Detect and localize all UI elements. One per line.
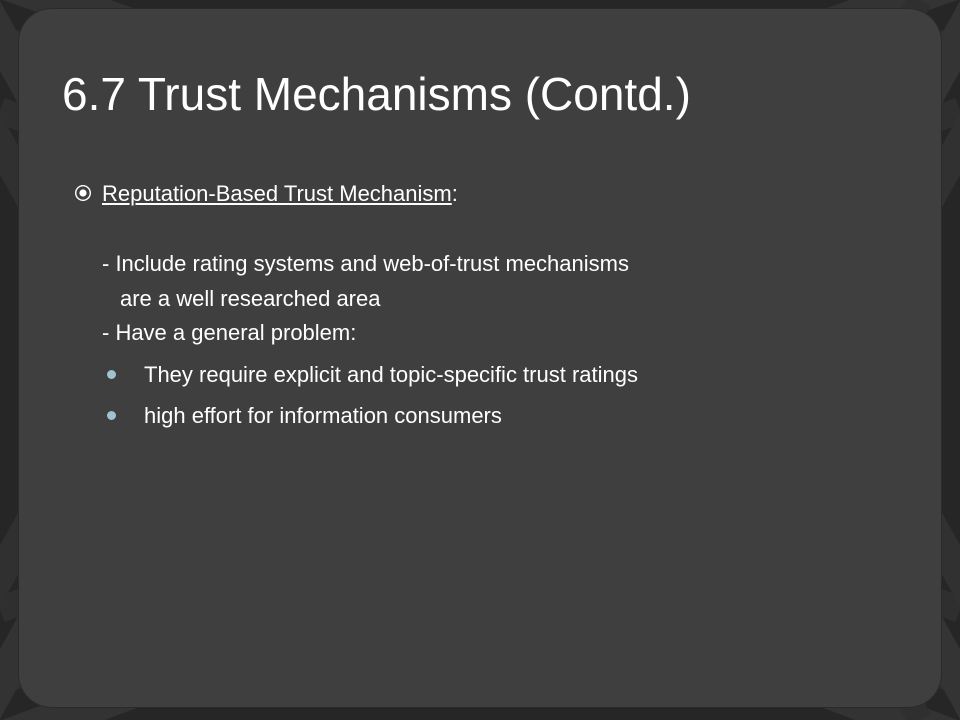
filled-circle-bullet-icon (107, 411, 116, 420)
heading-colon: : (451, 181, 458, 206)
bullet-heading (102, 180, 458, 208)
sub-bullet: high effort for information consumers (144, 403, 502, 428)
circled-dot-bullet-icon (74, 184, 92, 202)
body-line: are a well researched area (120, 286, 381, 311)
slide-title: 6.7 Trust Mechanisms (Contd.) (62, 68, 691, 120)
sub-bullet: They require explicit and topic-specific trust ratings (144, 362, 638, 387)
body-line: - Have a general problem: (102, 320, 357, 345)
heading-label: Reputation-Based Trust Mechanism (102, 181, 452, 206)
body-line: - Include rating systems and web-of-trust mechanisms (102, 251, 629, 276)
filled-circle-bullet-icon (107, 370, 116, 379)
